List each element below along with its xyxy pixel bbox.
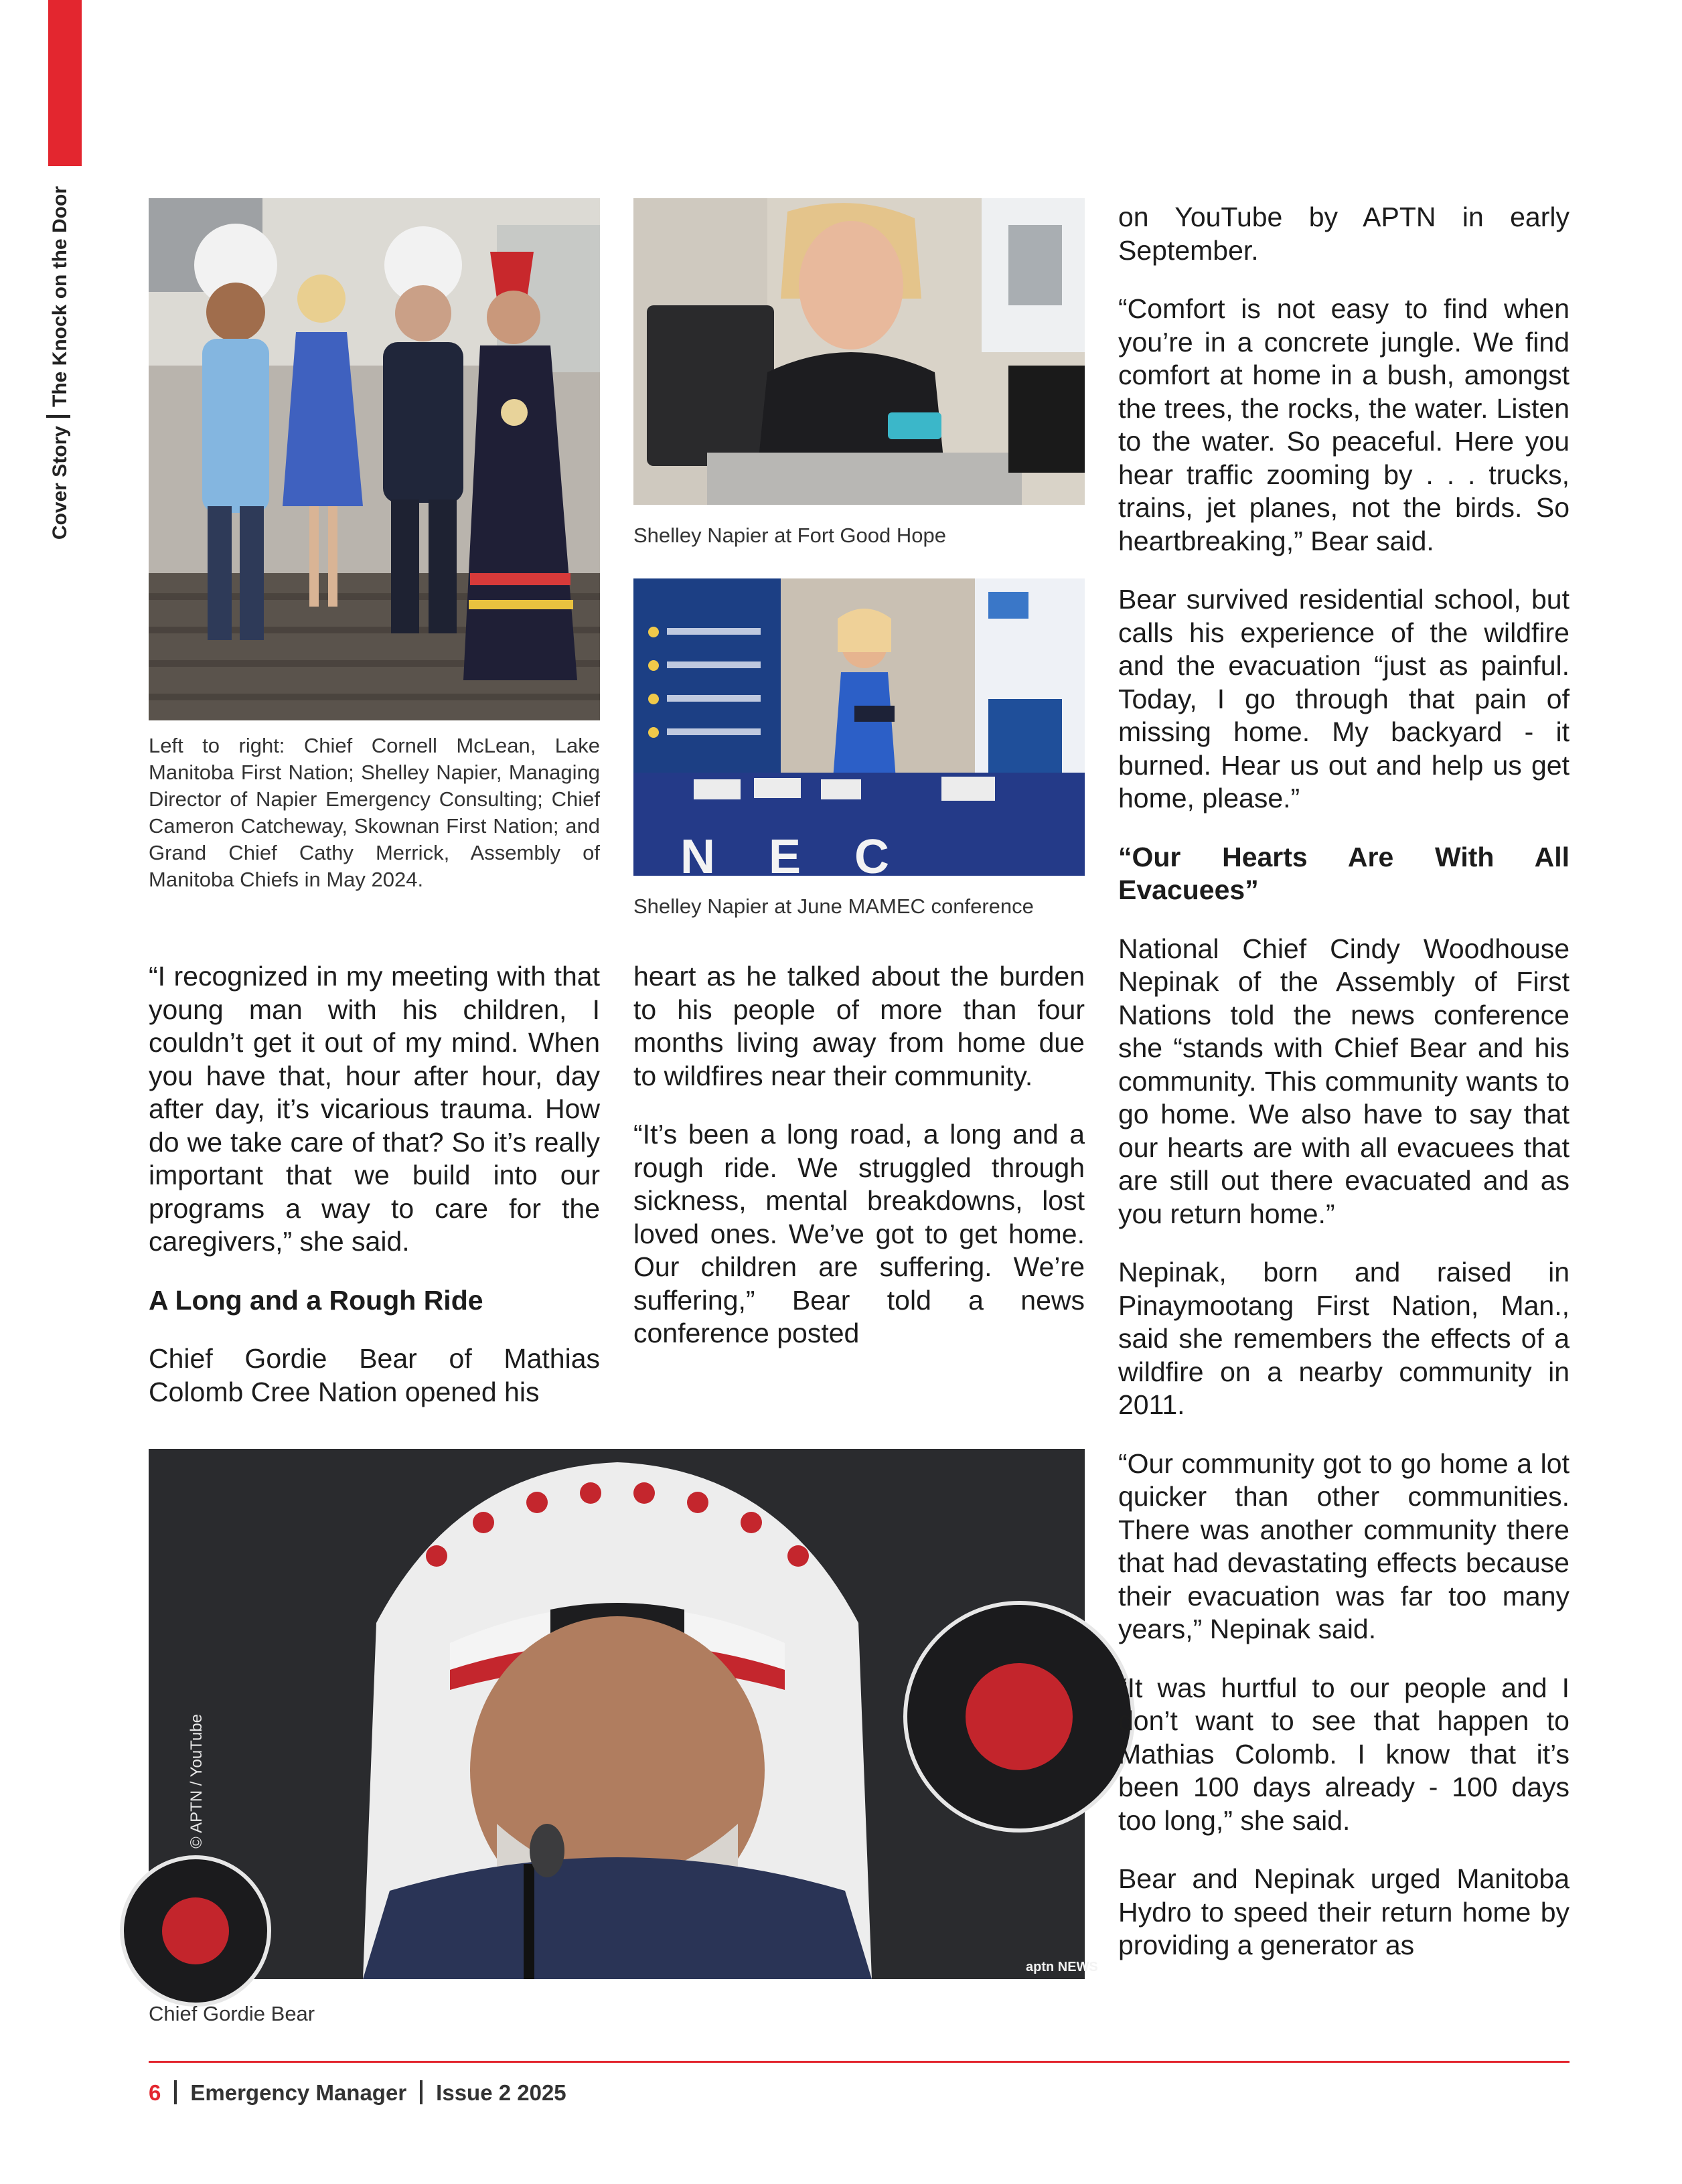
col3-paragraph-2: “Comfort is not easy to find when you’re in a concrete jungle. We find comfort at home in a bush, amongst the trees, the rocks, the water. Listen to the water. So peaceful. Here you hear traffic zooming by . . . trucks, trains, jet planes, not the birds. So heartbreaking,” Bear said.: [1118, 293, 1570, 556]
section-label: [40, 186, 80, 588]
mamec-banner-text: N E C: [680, 830, 910, 884]
photo-credit: © APTN / YouTube: [187, 1714, 206, 1849]
subheading-long-rough-ride: A Long and a Rough Ride: [149, 1284, 483, 1316]
page-footer: [149, 2080, 566, 2106]
fort-good-hope-photo: [633, 198, 1085, 505]
magazine-name: Emergency Manager: [190, 2080, 407, 2105]
footer-rule: [149, 2061, 1570, 2063]
col3-paragraph-4: National Chief Cindy Woodhouse Nepinak of the Assembly of First Nations told the news conference she “stands with Chief Bear and his community. This community wants to go home. We also have to say that our hearts are with all evacuees that are still out there evacuated and as you return home.”: [1118, 933, 1570, 1229]
subheading-hearts-with-evacuees: “Our Hearts Are With All Evacuees”: [1118, 841, 1570, 905]
issue-label: Issue 2 2025: [436, 2080, 566, 2105]
column-1: [149, 960, 600, 1434]
col3-paragraph-7: “It was hurtful to our people and I don’t want to see that happen to Mathias Colomb. I know that it’s been 100 days already - 100 days too long,” she said.: [1118, 1672, 1570, 1836]
fort-good-hope-caption: Shelley Napier at Fort Good Hope: [633, 524, 946, 547]
col3-paragraph-8: Bear and Nepinak urged Manitoba Hydro to speed their return home by providing a generator as: [1118, 1863, 1570, 1960]
section-label-part1: Cover Story: [49, 426, 71, 540]
col2-paragraph-1: heart as he talked about the burden to his people of more than four months living away from home due to wildfires near their community.: [633, 961, 1085, 1091]
col1-paragraph-2: Chief Gordie Bear of Mathias Colomb Cree Nation opened his: [149, 1343, 600, 1407]
col3-paragraph-5: Nepinak, born and raised in Pinaymootang First Nation, Man., said she remembers the effects of a wildfire on a nearby community in 2011.: [1118, 1257, 1570, 1420]
chief-bear-photo: [149, 1449, 1098, 1979]
chief-bear-caption: Chief Gordie Bear: [149, 2002, 315, 2025]
col1-paragraph-1: “I recognized in my meeting with that young man with his children, I couldn’t get it out of my mind. When you have that, hour after hour, day after day, it’s vicarious trauma. How do we take care of that? So it’s really important that we build into our programs a way to care for the caregivers,” she said.: [149, 961, 600, 1257]
col2-paragraph-2: “It’s been a long road, a long and a rough ride. We struggled through sickness, mental breakdowns, lost loved ones. We’ve got to get home. Our children are suffering. We’re suffering,” Bear told a news conference posted: [633, 1119, 1085, 1348]
column-3: [1118, 201, 1570, 1988]
group-photo-caption: Left to right: Chief Cornell McLean, Lake Manitoba First Nation; Shelley Napier, Managing Director of Napier Emergency Consulting; Chief Cameron Catcheway, Skownan First Nation; and Grand Chief Cathy Merrick, Assembly of Manitoba Chiefs in May 2024.: [149, 734, 600, 891]
aptn-watermark: aptn NEWS: [1026, 1960, 1098, 1974]
col3-paragraph-6: “Our community got to go home a lot quicker than other communities. There was another community there that had devastating effects because their evacuation was far too many years,” Nepinak said.: [1118, 1448, 1570, 1644]
section-accent-bar: [48, 0, 82, 166]
section-label-part2: The Knock on the Door: [49, 186, 71, 407]
col3-paragraph-1: on YouTube by APTN in early September.: [1118, 202, 1570, 266]
page-number: 6: [149, 2080, 161, 2105]
col3-paragraph-3: Bear survived residential school, but calls his experience of the wildfire and the evacuation “just as painful. Today, I go through that pain of missing home. My backyard - it burned. Hear us out and help us get home, please.”: [1118, 584, 1570, 813]
mamec-photo: [633, 578, 1085, 884]
group-photo: [149, 198, 600, 720]
mamec-caption: Shelley Napier at June MAMEC conference: [633, 894, 1034, 918]
column-2: [633, 960, 1085, 1376]
